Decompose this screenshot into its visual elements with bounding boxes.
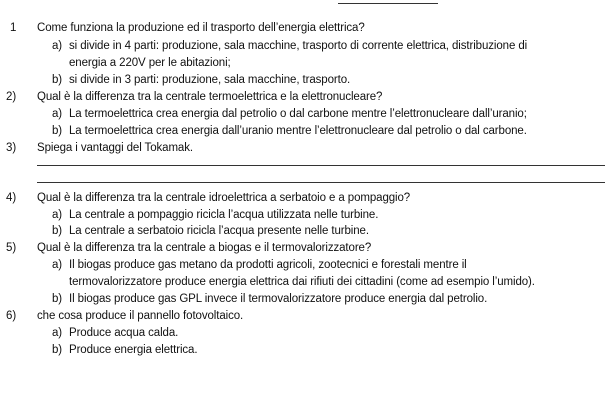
question-3-number: 3) xyxy=(6,142,17,154)
question-4-answer-a-line-1: La centrale a pompaggio ricicla l’acqua utilizzata nelle turbine. xyxy=(69,209,379,221)
question-2-answer-b-label: b) xyxy=(52,125,63,137)
question-1-answer-a-line-1: si divide in 4 parti: produzione, sala macchine, trasporto di corrente elettrica, distribuzione di xyxy=(69,40,528,52)
question-6-number: 6) xyxy=(6,310,17,322)
question-4-answer-a-label: a) xyxy=(52,209,63,221)
question-1-number: 1 xyxy=(10,22,17,34)
question-6-text: che cosa produce il pannello fotovoltaico. xyxy=(37,310,244,322)
question-5-answer-a-line-1: Il biogas produce gas metano da prodotti agricoli, zootecnici e forestali mentre il xyxy=(69,259,467,271)
question-1-answer-b-line-1: si divide in 3 parti: produzione, sala macchine, trasporto. xyxy=(69,74,351,86)
question-2-answer-b-line-1: La termoelettrica crea energia dall’uranio mentre l’elettronucleare dal petrolio o dal carbone. xyxy=(69,125,527,137)
question-1-answer-b-label: b) xyxy=(52,74,63,86)
question-5-answer-a-line-2: termovalorizzatore produce energia elettrica dai rifiuti dei cittadini (come ad esempio l’umido). xyxy=(69,276,535,288)
question-6-answer-b-line-1: Produce energia elettrica. xyxy=(69,344,198,356)
answer-blank-line-1 xyxy=(37,165,605,166)
question-3-text: Spiega i vantaggi del Tokamak. xyxy=(37,142,193,154)
answer-blank-line-2 xyxy=(37,182,605,183)
question-2-answer-a-label: a) xyxy=(52,108,63,120)
question-4-number: 4) xyxy=(6,192,17,204)
question-6-answer-a-label: a) xyxy=(52,327,63,339)
question-6-answer-a-line-1: Produce acqua calda. xyxy=(69,327,179,339)
question-2-text: Qual è la differenza tra la centrale termoelettrica e la elettronucleare? xyxy=(37,91,383,103)
question-5-text: Qual è la differenza tra la centrale a biogas e il termovalorizzatore? xyxy=(37,242,372,254)
question-5-answer-a-label: a) xyxy=(52,259,63,271)
question-2-number: 2) xyxy=(6,91,17,103)
top-divider xyxy=(338,3,438,4)
question-1-answer-a-label: a) xyxy=(52,40,63,52)
question-1-text: Come funziona la produzione ed il trasporto dell’energia elettrica? xyxy=(37,22,365,34)
question-1-answer-a-line-2: energia a 220V per le abitazioni; xyxy=(69,57,231,69)
question-4-answer-b-line-1: La centrale a serbatoio ricicla l’acqua presente nelle turbine. xyxy=(69,225,369,237)
question-4-answer-b-label: b) xyxy=(52,225,63,237)
question-2-answer-a-line-1: La termoelettrica crea energia dal petrolio o dal carbone mentre l’elettronucleare dall’uranio; xyxy=(69,108,527,120)
question-5-answer-b-label: b) xyxy=(52,293,63,305)
question-5-number: 5) xyxy=(6,242,17,254)
question-5-answer-b-line-1: Il biogas produce gas GPL invece il termovalorizzatore produce energia dal petrolio. xyxy=(69,293,488,305)
question-6-answer-b-label: b) xyxy=(52,344,63,356)
question-4-text: Qual è la differenza tra la centrale idroelettrica a serbatoio e a pompaggio? xyxy=(37,192,411,204)
